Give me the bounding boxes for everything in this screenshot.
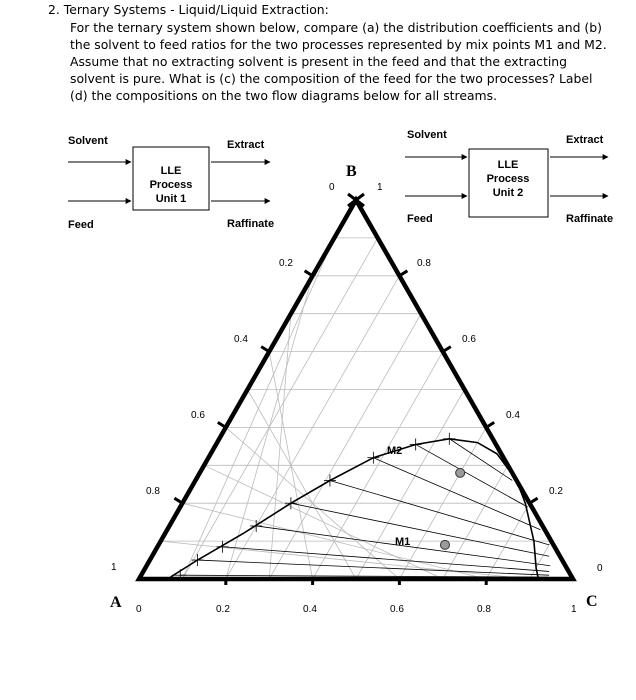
unit-name-line: Unit 2 bbox=[492, 187, 524, 199]
flow-diagram-unit-2 bbox=[405, 129, 613, 225]
right-axis-tick bbox=[530, 498, 538, 503]
tie-line bbox=[373, 458, 540, 530]
right-axis-tick-label: 0 bbox=[597, 563, 603, 574]
solvent-label: Solvent bbox=[407, 129, 447, 141]
raffinate-label: Raffinate bbox=[566, 213, 614, 225]
bottom-axis-tick-label: 0.4 bbox=[303, 604, 317, 615]
apex-tick-label: 0 bbox=[329, 182, 335, 193]
mix-point-m2 bbox=[456, 468, 465, 477]
left-axis-tick bbox=[174, 498, 182, 503]
mix-point-m1 bbox=[440, 540, 449, 549]
problem-heading: 2. Ternary Systems - Liquid/Liquid Extraction: bbox=[48, 2, 329, 17]
mix-points bbox=[440, 468, 464, 549]
bottom-axis-tick-label: 0.8 bbox=[477, 604, 491, 615]
problem-line: (d) the compositions on the two flow diagrams below for all streams. bbox=[70, 88, 498, 103]
solvent-label: Solvent bbox=[68, 135, 108, 147]
right-axis-tick-label: 0.8 bbox=[417, 258, 431, 269]
unit-name-line: LLE bbox=[497, 159, 519, 171]
problem-line: For the ternary system shown below, compare (a) the distribution coefficients and (b) bbox=[70, 20, 602, 35]
mix-point-label-m1: M1 bbox=[395, 536, 411, 548]
right-axis-tick bbox=[486, 422, 494, 427]
feed-label: Feed bbox=[68, 219, 94, 231]
left-axis-tick-label: 0.4 bbox=[234, 334, 248, 345]
grid-line bbox=[248, 390, 357, 580]
feed-label: Feed bbox=[407, 213, 433, 225]
vertex-label-a: A bbox=[110, 594, 122, 611]
left-axis-tick-label: 0.6 bbox=[191, 410, 205, 421]
extract-label: Extract bbox=[566, 134, 604, 146]
ternary-diagram bbox=[110, 163, 603, 615]
grid-line bbox=[443, 465, 508, 579]
extract-label: Extract bbox=[227, 139, 265, 151]
unit-name-line: LLE bbox=[160, 165, 182, 177]
grid-line bbox=[161, 541, 530, 579]
right-axis-tick bbox=[399, 271, 407, 276]
right-axis-tick bbox=[443, 347, 451, 352]
bottom-axis-tick-label: 1 bbox=[571, 604, 577, 615]
bottom-axis-tick-label: 0.2 bbox=[216, 604, 230, 615]
left-axis-tick-label: 0.8 bbox=[146, 486, 160, 497]
unit-name-line: Process bbox=[149, 179, 193, 191]
problem-line: Assume that no extracting solvent is present in the feed and that the extracting bbox=[70, 54, 568, 69]
left-axis-tick bbox=[305, 271, 313, 276]
vertex-label-c: C bbox=[586, 593, 598, 610]
left-axis-tick bbox=[218, 422, 226, 427]
bottom-axis-tick-label: 0.6 bbox=[390, 604, 404, 615]
right-axis-tick-label: 0.4 bbox=[506, 410, 520, 421]
unit-name-line: Unit 1 bbox=[155, 193, 187, 205]
unit-name-line: Process bbox=[486, 173, 530, 185]
left-axis-tick bbox=[261, 347, 269, 352]
right-axis-tick-label: 0.6 bbox=[462, 334, 476, 345]
left-axis-tick-label: 0.2 bbox=[279, 258, 293, 269]
ternary-grid bbox=[161, 238, 552, 579]
right-axis-tick-label: 0.2 bbox=[549, 486, 563, 497]
problem-line: solvent is pure. What is (c) the composition of the feed for the two processes? Label bbox=[70, 71, 593, 86]
vertex-label-b: B bbox=[346, 163, 357, 180]
apex-tick-label: 1 bbox=[377, 182, 383, 193]
left-axis-tick-label: 1 bbox=[111, 562, 117, 573]
tie-line bbox=[330, 480, 549, 544]
flow-diagram-unit-1 bbox=[68, 135, 274, 231]
problem-line: the solvent to feed ratios for the two processes represented by mix points M1 and M2. bbox=[70, 37, 607, 52]
raffinate-label: Raffinate bbox=[227, 218, 275, 230]
bottom-axis-tick-label: 0 bbox=[136, 604, 142, 615]
mix-point-label-m2: M2 bbox=[387, 445, 403, 457]
grid-line bbox=[530, 541, 552, 579]
